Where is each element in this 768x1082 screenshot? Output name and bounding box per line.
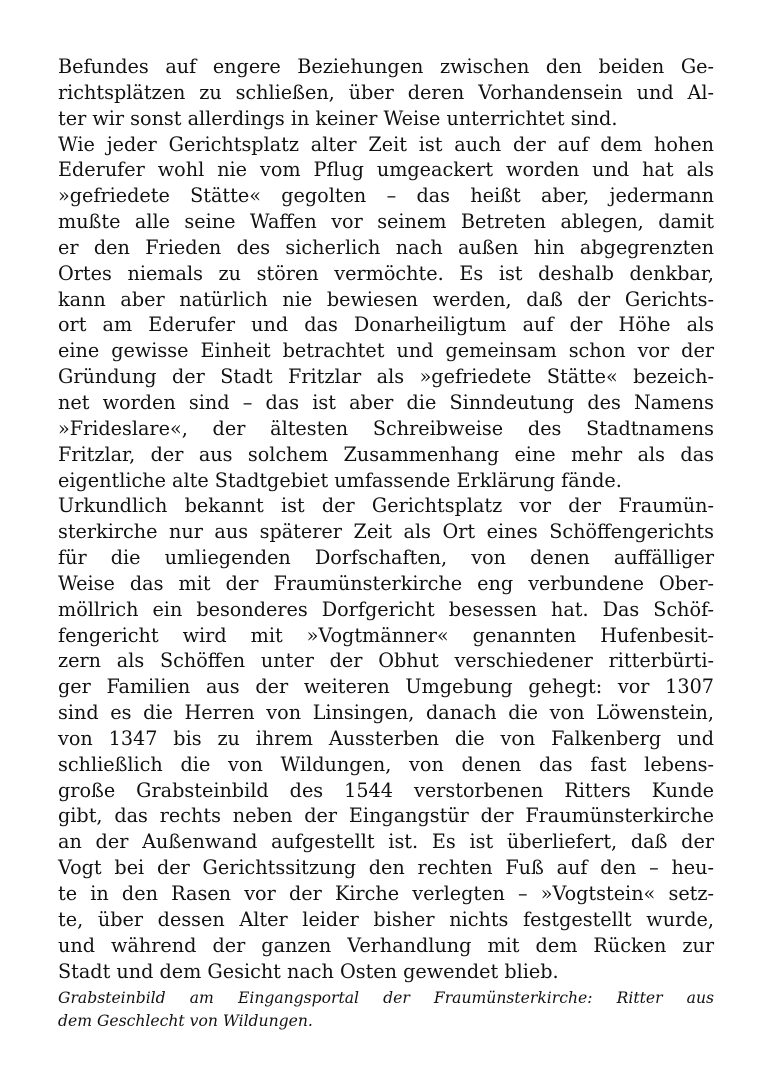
text-line: schließlich die von Wildungen, von denen das fast lebens-: [58, 752, 714, 776]
text-line: Urkundlich bekannt ist der Gerichtsplatz vor der Fraumün-: [58, 494, 714, 518]
text-line: sind es die Herren von Linsingen, danach die von Löwenstein,: [58, 701, 714, 725]
text-line: er den Frieden des sicherlich nach außen hin abgegrenzten: [58, 235, 714, 259]
text-line: Ederufer wohl nie vom Pflug umgeackert worden und hat als: [58, 158, 714, 182]
body-text: [58, 54, 714, 984]
text-line: Gründung der Stadt Fritzlar als »gefriedete Stätte« bezeich-: [58, 365, 714, 389]
text-line: gibt, das rechts neben der Eingangstür der Fraumünsterkirche: [58, 804, 714, 828]
text-line: Fritzlar, der aus solchem Zusammenhang eine mehr als das: [58, 442, 714, 466]
figure-caption: [58, 987, 714, 1033]
text-line: Ortes niemals zu stören vermöchte. Es ist deshalb denkbar,: [58, 261, 714, 285]
text-line: für die umliegenden Dorfschaften, von denen auffälliger: [58, 546, 714, 570]
text-line: von 1347 bis zu ihrem Aussterben die von Falkenberg und: [58, 726, 714, 750]
text-line: Wie jeder Gerichtsplatz alter Zeit ist auch der auf dem hohen: [58, 132, 714, 156]
text-line: und während der ganzen Verhandlung mit dem Rücken zur: [58, 933, 714, 957]
text-line: mußte alle seine Waffen vor seinem Betreten ablegen, damit: [58, 210, 714, 234]
text-line: möllrich ein besonderes Dorfgericht besessen hat. Das Schöf-: [58, 597, 714, 621]
text-line: fengericht wird mit »Vogtmänner« genannten Hufenbesit-: [58, 623, 714, 647]
text-line: an der Außenwand aufgestellt ist. Es ist überliefert, daß der: [58, 830, 714, 854]
text-line: »gefriedete Stätte« gegolten – das heißt aber, jedermann: [58, 184, 714, 208]
text-line: te, über dessen Alter leider bisher nichts festgestellt wurde,: [58, 907, 714, 931]
text-line: Vogt bei der Gerichtssitzung den rechten Fuß auf den – heu-: [58, 856, 714, 880]
text-line: richtsplätzen zu schließen, über deren Vorhandensein und Al-: [58, 80, 714, 104]
text-line: te in den Rasen vor der Kirche verlegten – »Vogtstein« setz-: [58, 882, 714, 905]
text-line: ort am Ederufer und das Donarheiligtum auf der Höhe als: [58, 313, 714, 337]
caption-line: dem Geschlecht von Wildungen.: [58, 1012, 313, 1030]
text-line: sterkirche nur aus späterer Zeit als Ort eines Schöffengerichts: [58, 520, 714, 544]
text-line: zern als Schöffen unter der Obhut verschiedener ritterbürti-: [58, 649, 714, 673]
text-line: »Frideslare«, der ältesten Schreibweise des Stadtnamens: [58, 416, 714, 440]
text-line: eigentliche alte Stadtgebiet umfassende Erklärung fände.: [58, 468, 622, 492]
text-line: ger Familien aus der weiteren Umgebung gehegt: vor 1307: [58, 675, 714, 699]
text-line: Weise das mit der Fraumünsterkirche eng verbundene Ober-: [58, 571, 714, 595]
text-line: net worden sind – das ist aber die Sinndeutung des Namens: [58, 390, 714, 414]
text-line: ter wir sonst allerdings in keiner Weise unterrichtet sind.: [58, 106, 618, 130]
text-line: Stadt und dem Gesicht nach Osten gewendet blieb.: [58, 959, 559, 983]
text-line: kann aber natürlich nie bewiesen werden, daß der Gerichts-: [58, 287, 714, 311]
caption-line: Grabsteinbild am Eingangsportal der Fraumünsterkirche: Ritter aus: [58, 989, 714, 1007]
text-line: eine gewisse Einheit betrachtet und gemeinsam schon vor der: [58, 339, 714, 363]
text-line: Befundes auf engere Beziehungen zwischen den beiden Ge-: [58, 55, 714, 78]
text-line: große Grabsteinbild des 1544 verstorbenen Ritters Kunde: [58, 778, 714, 802]
